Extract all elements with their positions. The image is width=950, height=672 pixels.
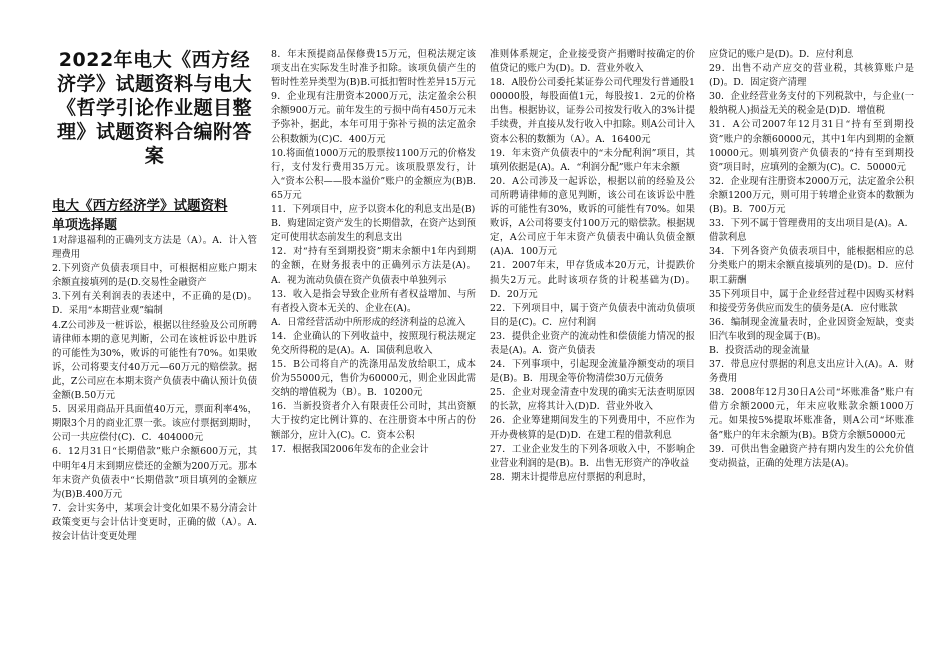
question-item: 3.下列有关利润表的表述中，不正确的是(D)。D．采用“本期营业观”编制 xyxy=(52,291,257,317)
question-item: 17．根据我国2006年发布的企业会计 xyxy=(271,443,429,455)
column-2 xyxy=(271,48,476,668)
question-item: 37．带息应付票据的利息支出应计入(A)。A．财务费用 xyxy=(709,359,914,385)
column-4 xyxy=(709,48,914,668)
question-item: 4.Z公司涉及一桩诉讼，根据以往经验及公司所聘请律师本期的意见判断，公司在该桩诉讼中胜诉的可能性为30%，败诉的可能性有70%。如果败诉，公司将要支付40万元—60万元的赔偿款。据此，Z公司应在本期末资产负债表中确认预计负债金额(B.50万元 xyxy=(52,319,257,402)
question-item: 29．出售不动产应交的营业税，其核算账户是(D)。D．固定资产清理 xyxy=(709,63,914,89)
question-item: 27．工业企业发生的下列各项收入中，不影响企业营业利润的是(B)。B．出售无形资产的净收益 xyxy=(490,443,695,469)
question-item: 38．2008年12月30日A公司“坏账准备”账户有借方余额2000元，年末应收账款余额1000万元。如果按5%提取坏账准备，则A公司“坏账准备”账户的年末余额为(B)。B贷方余额50000元 xyxy=(709,387,914,441)
question-item: 9．企业现有注册资本2000万元，法定盈余公积余额900万元。前年发生的亏损中尚有450万元未予弥补，据此，本年可用于弥补亏损的法定盈余公积数额为(C)C．400万元 xyxy=(271,91,476,145)
question-item: 23．提供企业资产的流动性和偿债能力情况的报表是(A)。A．资产负债表 xyxy=(490,330,695,356)
document-title: 2022年电大《西方经济学》试题资料与电大《哲学引论作业题目整理》试题资料合编附答案 xyxy=(56,49,252,167)
question-item: 33．下列不属于管理费用的支出项目是(A)。A．借款利息 xyxy=(709,218,914,244)
question-item: 32．企业现有注册资本2000万元，法定盈余公积余额1200万元，则可用于转增企业资本的数额为(B)。B．700万元 xyxy=(709,175,914,216)
subsection-title: 单项选择题 xyxy=(52,218,118,233)
question-item: 28．期末计提带息应付票据的利息时， xyxy=(490,471,652,483)
question-item: 11．下列项目中，应予以资本化的利息支出是(B) xyxy=(271,204,476,216)
question-item: 12．对“持有至到期投资”期末余额中1年内到期的金额，在财务报表中的正确列示方法是(A)。A．视为流动负债在资产负债表中单独列示 xyxy=(271,246,476,286)
question-item: 25．企业对现金清查中发现的确实无法查明原因的长款，应将其计入(D)D．营业外收入 xyxy=(490,387,695,413)
column-items xyxy=(52,234,257,544)
question-item: 准则体系规定，企业接受资产捐赠时按确定的价值贷记的账户为(D)。D．营业外收入 xyxy=(490,49,695,75)
question-item: 34．下列各资产负债表项目中，能根据相应的总分类账户的期末余额直接填列的是(D)。D．应付职工薪酬 xyxy=(709,246,914,286)
question-item: 14．企业确认的下列收益中，按照现行税法规定免交所得税的是(A)。A．国债利息收入 xyxy=(271,330,476,356)
question-item: 13．收入是指会导致企业所有者权益增加、与所有者投入资本无关的、企业在(A)。 xyxy=(271,288,476,314)
question-item: 21．2007年末，甲存货成本20万元，计提跌价损失2万元。此时该项存货的计税基础为(D)。D．20万元 xyxy=(490,260,695,300)
question-item: 10.将面值1000万元的股票按1100万元的价格发行，支付发行费用35万元。该项股票发行，计入“资本公积——股本溢价”账户的金额应为(B)B.65万元 xyxy=(271,147,476,201)
question-item: 8．年末预提商品保修费15万元，但税法规定该项支出在实际发生时准予扣除。该项负债产生的暂时性差异类型为(B)B.可抵扣暂时性差异15万元 xyxy=(271,49,476,89)
question-item: 39．可供出售金融资产持有期内发生的公允价值变动损益，正确的处理方法是(A)。 xyxy=(709,443,914,469)
question-item: 30．企业经营业务支付的下列税款中，与企业(一般纳税人)损益无关的税金是(D)D．增值税 xyxy=(709,91,914,117)
column-items xyxy=(490,48,695,485)
question-item: 16．当新投资者介入有限责任公司时，其出资额大于按约定比例计算的、在注册资本中所占的份额部分，应计入(C)。C．资本公积 xyxy=(271,401,476,441)
question-item: 7．会计实务中，某项会计变化如果不易分清会计政策变更与会计估计变更时，正确的做（A）。A.按会计估计变更处理 xyxy=(52,502,257,542)
column-items xyxy=(271,48,476,457)
question-item: 15．B公司将自产的洗涤用品发放给职工，成本价为55000元，售价为60000元，则企业因此需交纳的增值税为（B）。B．10200元 xyxy=(271,359,476,399)
column-3 xyxy=(490,48,695,668)
question-item: 36．编制现金流量表时，企业因资金短缺，变卖旧汽车收到的现金属于(B)。 xyxy=(709,316,914,342)
question-item: 18．A股份公司委托某证券公司代理发行普通股100000股，每股面值1元，每股按1．2元的价格出售。根据协议，证券公司按发行收入的3%计提手续费，并直接从发行收入中扣除。则A公司计入资本公积的数额为（A）。A．16400元 xyxy=(490,77,695,145)
question-item: 5．因采用商品开具面值40万元，票面利率4%，期限3个月的商业汇票一张。该应付票据到期时，公司一共应偿付(C)．C．404000元 xyxy=(52,404,257,444)
question-item: 6．12月31日“长期借款”账户余额600万元，其中明年4月末到期应偿还的金额为200万元。那本年末资产负债表中“长期借款”项目填列的金额应为(B)B.400万元 xyxy=(52,446,257,500)
question-item: 19．年末资产负债表中的“未分配利润”项目，其填列依据是(A)。A．“利润分配”账户年末余额 xyxy=(490,147,695,173)
column-items xyxy=(709,48,914,471)
question-item: 2.下列资产负债表项目中，可根据相应账户期末余额直接填列的是(D.交易性金融资产 xyxy=(52,263,257,289)
question-item: 20．A公司涉及一起诉讼，根据以前的经验及公司所聘请律师的意见判断，该公司在该诉讼中胜诉的可能性有30%，败诉的可能性有70%。如果败诉，A公司将要支付100万元的赔偿款。根据规定，A公司应于年末资产负债表中确认负债金额(A)A．100万元 xyxy=(490,175,695,258)
question-item: 22．下列项目中，属于资产负债表中流动负债项目的是(C)。C．应付利润 xyxy=(490,302,695,328)
question-item: A．日常经营活动中所形成的经济利益的总流入 xyxy=(271,316,466,328)
question-item: 24．下列事项中，引起现金流量净额变动的项目是(B)。B．用现金等价物清偿30万元债务 xyxy=(490,359,695,385)
question-item: B．购建固定资产发生的长期借款，在资产达到预定可使用状态前发生的利息支出 xyxy=(271,218,476,244)
question-item: 应贷记的账户是(D)。D．应付利息 xyxy=(709,49,854,60)
question-item: 35下列项目中，属于企业经营过程中因购买材料和接受劳务供应而发生的债务是(A．应付账款 xyxy=(709,288,914,314)
question-item: 26．企业筹建期间发生的下列费用中，不应作为开办费核算的是(D)D．在建工程的借款利息 xyxy=(490,415,695,441)
question-item: 31．A公司2007年12月31日“持有至到期投资”账户的余额60000元，其中1年内到期的金额10000元。则填列资产负债表的“持有至到期投资”项目时，应填列的金额为(C)。C．50000元 xyxy=(709,119,914,173)
question-item: B．投资活动的现金流量 xyxy=(709,344,810,356)
question-item: 1对辞退福利的正确列支方法是（A）。A．计入管理费用 xyxy=(52,235,257,261)
section-title: 电大《西方经济学》试题资料 xyxy=(52,198,228,214)
column-1 xyxy=(52,48,257,668)
